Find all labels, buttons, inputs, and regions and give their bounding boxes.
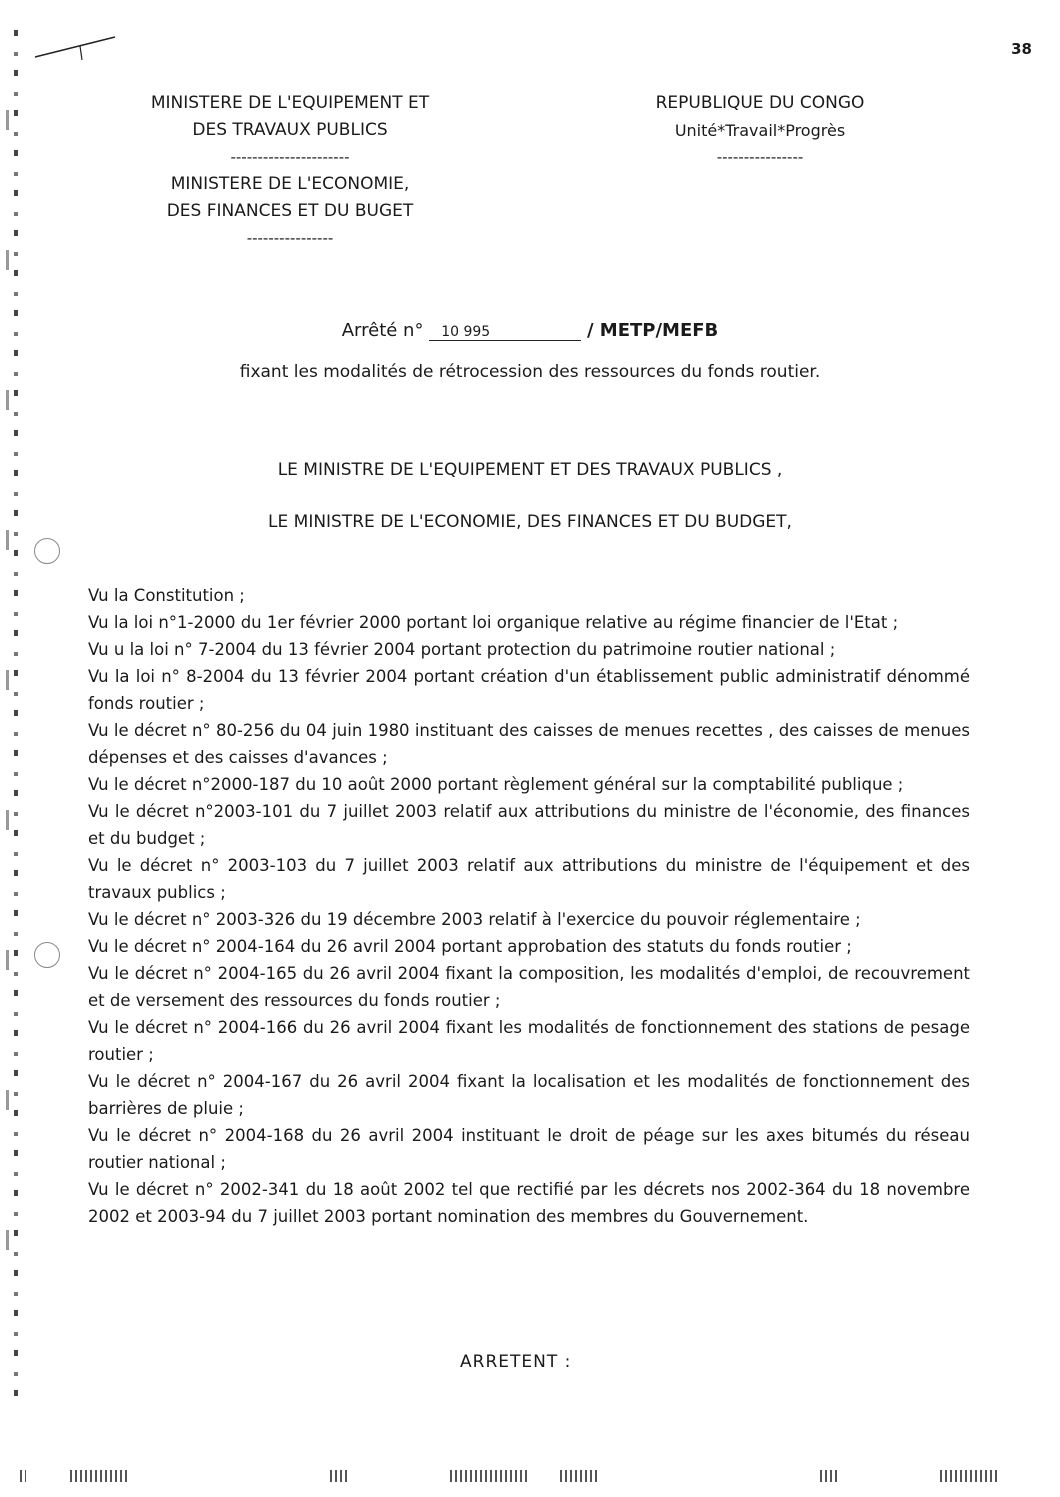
arrete-number: 10 995 [429, 324, 581, 341]
visa-item: Vu le décret n° 2004-165 du 26 avril 2004 fixant la composition, les modalités d'emploi, de recouvrement et de versement des ressources du fonds routier ; [88, 964, 970, 1010]
visa-item: Vu la loi n° 8-2004 du 13 février 2004 portant création d'un établissement public administratif dénommé fonds routier ; [88, 667, 970, 713]
arrete-reference: / METP/MEFB [586, 320, 719, 341]
visa-item: Vu u la loi n° 7-2004 du 13 février 2004 portant protection du patrimoine routier national ; [88, 640, 836, 659]
separator: ---------------- [246, 229, 334, 247]
minister-economy: LE MINISTRE DE L'ECONOMIE, DES FINANCES ET DU BUDGET, [268, 512, 792, 532]
scan-footer-marks [0, 1470, 1060, 1486]
ministry-line-2: DES TRAVAUX PUBLICS [192, 120, 388, 140]
punch-hole [34, 942, 60, 968]
visa-item: Vu le décret n° 2004-168 du 26 avril 2004 instituant le droit de péage sur les axes bitumés du réseau routier national ; [88, 1126, 970, 1172]
arrete-title [0, 320, 1060, 341]
punch-hole [34, 538, 60, 564]
republic-name: REPUBLIQUE DU CONGO [655, 93, 865, 113]
national-motto: Unité*Travail*Progrès [674, 121, 846, 140]
visa-item: Vu le décret n° 2003-326 du 19 décembre 2003 relatif à l'exercice du pouvoir réglementaire ; [88, 910, 861, 929]
header-ministries [110, 90, 470, 252]
visa-item: Vu la loi n°1-2000 du 1er février 2000 portant loi organique relative au régime financier de l'Etat ; [88, 613, 899, 632]
visas-list [88, 582, 970, 1230]
visa-item: Vu le décret n° 80-256 du 04 juin 1980 instituant des caisses de menues recettes , des caisses de menues dépenses et des caisses d'avances ; [88, 721, 970, 767]
ministry-line-1: MINISTERE DE L'EQUIPEMENT ET [150, 93, 430, 113]
visa-item: Vu le décret n°2000-187 du 10 août 2000 portant règlement général sur la comptabilité publique ; [88, 775, 904, 794]
visa-item: Vu le décret n° 2004-164 du 26 avril 2004 portant approbation des statuts du fonds routier ; [88, 937, 852, 956]
minister-equipment: LE MINISTRE DE L'EQUIPEMENT ET DES TRAVAUX PUBLICS , [277, 460, 783, 480]
visa-item: Vu le décret n° 2004-166 du 26 avril 2004 fixant les modalités de fonctionnement des stations de pesage routier ; [88, 1018, 970, 1064]
separator: ---------------- [716, 148, 804, 166]
page-number: 38 [1011, 40, 1032, 58]
arrete-subject: fixant les modalités de rétrocession des ressources du fonds routier. [239, 362, 821, 382]
arrete-label: Arrêté n° [341, 320, 424, 341]
arretent-heading: ARRETENT : [460, 1352, 572, 1372]
scan-edge-marks [14, 30, 18, 1410]
visa-item: Vu le décret n° 2002-341 du 18 août 2002 tel que rectifié par les décrets nos 2002-364 du 18 novembre 2002 et 2003-94 du 7 juillet 2003 portant nomination des membres du Gouvernement. [88, 1180, 970, 1226]
visa-item: Vu la Constitution ; [88, 586, 245, 605]
header-republic [620, 90, 900, 171]
visa-item: Vu le décret n° 2004-167 du 26 avril 2004 fixant la localisation et les modalités de fonctionnement des barrières de pluie ; [88, 1072, 970, 1118]
handwritten-mark [30, 32, 120, 62]
visa-item: Vu le décret n° 2003-103 du 7 juillet 2003 relatif aux attributions du ministre de l'équipement et des travaux publics ; [88, 856, 970, 902]
visa-item: Vu le décret n°2003-101 du 7 juillet 2003 relatif aux attributions du ministre de l'économie, des finances et du budget ; [88, 802, 970, 848]
separator: ---------------------- [230, 148, 350, 166]
ministry-line-4: DES FINANCES ET DU BUGET [166, 201, 414, 221]
ministry-line-3: MINISTERE DE L'ECONOMIE, [170, 174, 410, 194]
scan-edge-marks-secondary [6, 60, 9, 1360]
